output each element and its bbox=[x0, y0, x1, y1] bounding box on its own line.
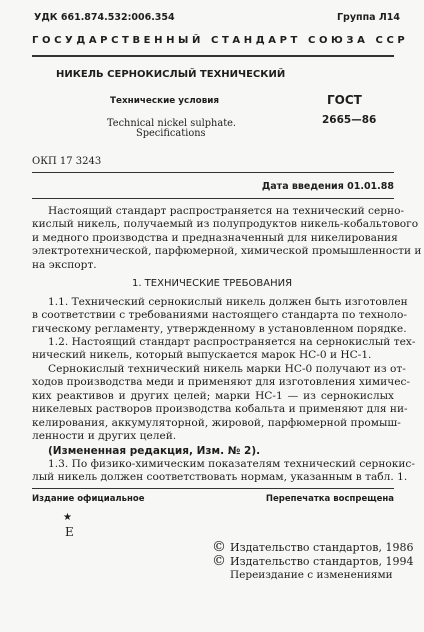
title-rule bbox=[32, 172, 394, 173]
intro-line: кислый никель, получаемый из полупродуктов никель-кобальтового bbox=[32, 218, 419, 231]
document-title: НИКЕЛЬ СЕРНОКИСЛЫЙ ТЕХНИЧЕСКИЙ bbox=[56, 69, 286, 80]
paragraph-line: Сернокислый технический никель марки НС-0 получают из от- bbox=[48, 363, 406, 375]
paragraph-line: келирования, аккумуляторной, жировой, парфюмерной промыш- bbox=[32, 416, 401, 429]
intro-line: и медного производства и предназначенный для никелирования bbox=[32, 231, 398, 244]
intro-line: на экспорт. bbox=[32, 258, 97, 271]
paragraph-line: ленности и других целей. bbox=[32, 430, 177, 443]
intro-line: Настоящий стандарт распространяется на технический серно- bbox=[48, 205, 405, 217]
paragraph-line: 1.2. Настоящий стандарт распространяется на сернокислый тех- bbox=[48, 336, 416, 348]
paragraph-line: ходов производства меди и применяют для изготовления химичес- bbox=[32, 376, 411, 389]
gost-number: 2665—86 bbox=[322, 114, 377, 126]
intro-paragraph bbox=[32, 205, 422, 272]
gost-label: ГОСТ bbox=[327, 93, 362, 107]
paragraph-1-3 bbox=[32, 458, 415, 485]
paragraph-line: ких реактивов и других целей; марки НС-1 — из сернокислых bbox=[32, 389, 394, 402]
copyright-line-1986: Издательство стандартов, 1986 bbox=[230, 541, 414, 554]
okp-code: ОКП 17 3243 bbox=[32, 156, 102, 167]
udk-code: УДК 661.874.532:006.354 bbox=[34, 12, 175, 23]
standard-banner: ГОСУДАРСТВЕННЫЙ СТАНДАРТ СОЮЗА ССР bbox=[32, 35, 409, 46]
amendment-note: (Измененная редакция, Изм. № 2). bbox=[48, 445, 261, 457]
title-english-1: Technical nickel sulphate. bbox=[107, 118, 237, 129]
introduction-date: Дата введения 01.01.88 bbox=[261, 181, 394, 192]
reissue-note: Переиздание с изменениями bbox=[230, 569, 393, 581]
paragraph-1-2-grades bbox=[32, 363, 411, 443]
edition-letter: Е bbox=[65, 525, 74, 539]
paragraph-line: в соответствии с требованиями настоящего стандарта по техноло- bbox=[32, 309, 407, 322]
document-subtitle: Технические условия bbox=[110, 96, 220, 106]
paragraph-1-2 bbox=[32, 336, 416, 363]
paragraph-1-1 bbox=[32, 296, 408, 336]
intro-line: электротехнической, парфюмерной, химической промышленности и bbox=[32, 245, 422, 258]
section-heading: 1. ТЕХНИЧЕСКИЕ ТРЕБОВАНИЯ bbox=[131, 278, 293, 289]
paragraph-line: никелевых растворов производства кобальта и применяют для ни- bbox=[32, 403, 408, 416]
paragraph-line: 1.1. Технический сернокислый никель должен быть изготовлен bbox=[48, 296, 408, 308]
header-rule bbox=[32, 55, 394, 57]
paragraph-line: лый никель должен соответствовать нормам, указанным в табл. 1. bbox=[32, 471, 408, 484]
copyright-symbol-icon: © bbox=[212, 539, 226, 555]
copyright-line-1994: Издательство стандартов, 1994 bbox=[230, 555, 414, 568]
group-code: Группа Л14 bbox=[336, 12, 400, 23]
copyright-symbol-icon: © bbox=[212, 553, 226, 569]
paragraph-line: нический никель, который выпускается марок НС-0 и НС-1. bbox=[32, 349, 372, 362]
paragraph-line: 1.3. По физико-химическим показателям технический сернокис- bbox=[48, 458, 415, 470]
reprint-prohibited-label: Перепечатка воспрещена bbox=[265, 494, 394, 504]
date-rule bbox=[32, 198, 394, 199]
title-english-2: Specifications bbox=[136, 128, 206, 139]
star-icon: ★ bbox=[63, 512, 72, 523]
official-edition-label: Издание официальное bbox=[32, 494, 145, 504]
paragraph-line: гическому регламенту, утвержденному в установленном порядке. bbox=[32, 322, 407, 335]
footer-rule bbox=[32, 488, 394, 489]
